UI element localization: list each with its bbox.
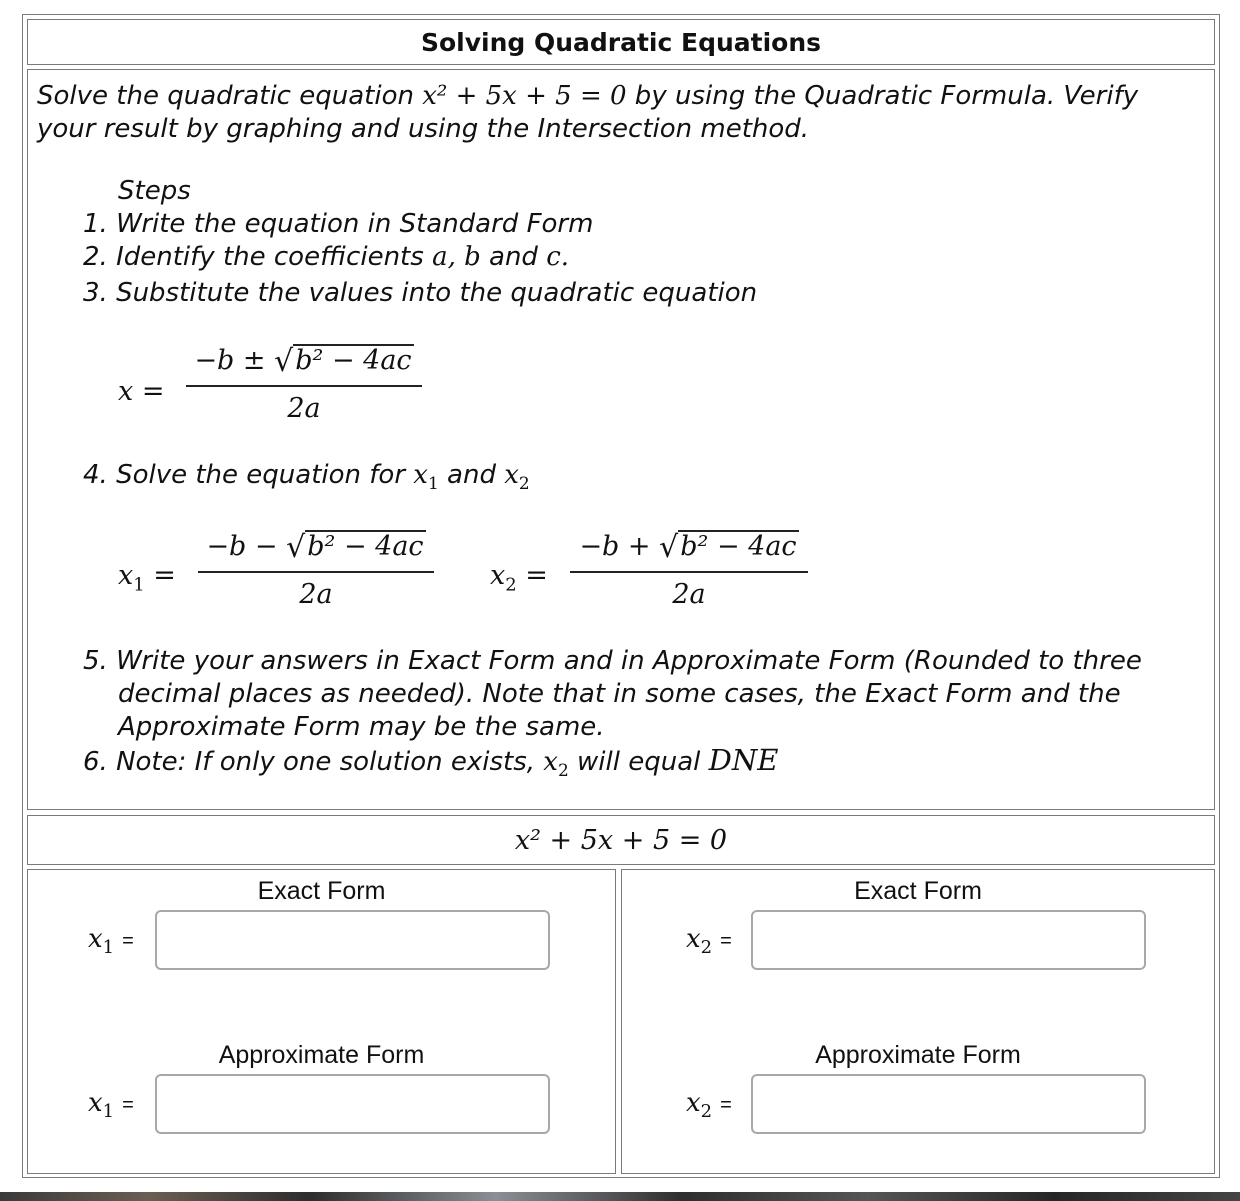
answer-equation-box [27,815,1215,865]
x2-sub: 2 [505,574,517,596]
left-approx-var [88,1088,134,1122]
x1-denominator: 2a [299,579,333,610]
prompt-text-before: Solve the quadratic equation [37,81,423,111]
x2-eq: = [525,560,548,591]
formula-x: x [118,376,134,407]
fraction-bar [186,385,422,387]
x1-label: x [118,560,134,591]
x1-exact-input[interactable] [155,910,550,970]
step-6-dne: DNE [708,743,779,777]
x2-denominator: 2a [672,579,706,610]
quadratic-formula-fraction [186,344,422,424]
step-4-x1: x [413,460,428,490]
x1-formula-label [118,560,176,595]
formula-denominator: 2a [287,393,321,424]
x1-fraction-bar [198,571,434,573]
x1-radicand: b² − 4ac [307,531,424,562]
right-approx-eq: = [720,1094,732,1116]
step-6-x2: x [543,747,558,777]
title-box [27,19,1215,65]
left-exact-eq: = [122,930,134,952]
steps-heading: Steps [118,176,191,206]
step-2-c: c. [546,242,570,272]
step-5: 5. Write your answers in Exact Form and in Approximate Form (Rounded to three decimal places as needed). Note that in some cases, the Exact Form and the Approximate Form may be the same. [83,646,1142,742]
problem-prompt [37,80,1197,146]
step-4-x2-sub: 2 [518,474,530,495]
sqrt-symbol: √b² − 4ac [274,344,412,379]
left-exact-form-label: Exact Form [257,877,386,905]
formula-eq: = [141,376,165,407]
x2-exact-input[interactable] [751,910,1146,970]
right-exact-sub: 2 [700,937,713,959]
step-3: 3. Substitute the values into the quadratic equation [83,278,758,308]
x2-fraction-bar [570,571,808,573]
step-4-x1-sub: 1 [427,474,439,495]
x2-approx-input[interactable] [751,1074,1146,1134]
left-approx-sub: 1 [102,1101,115,1123]
left-approx-x: x [88,1088,103,1118]
x1-numerator-minus: −b − [206,531,287,562]
step-4-and: and [438,460,505,490]
left-exact-var [88,924,134,958]
radicand: b² − 4ac [295,345,412,376]
right-approx-x: x [686,1088,701,1118]
step-6-mid: will equal [568,747,709,777]
step-6-prefix: 6. Note: If only one solution exists, [83,747,544,777]
left-approx-form-label: Approximate Form [218,1041,425,1069]
prompt-equation: x² + 5x + 5 = 0 [422,81,627,111]
x2-numerator [570,530,808,565]
x2-fraction [570,530,808,610]
x1-eq: = [153,560,176,591]
desktop-background-strip [0,1192,1240,1201]
x2-numerator-plus: −b + [579,531,660,562]
step-6-x2-sub: 2 [557,761,569,782]
x1-fraction [198,530,434,610]
x2-formula-label [490,560,548,595]
x2-sqrt-symbol: √b² − 4ac [659,530,797,565]
numerator-pm: −b ± [194,345,275,376]
step-4 [83,460,530,494]
step-2-vars: a, b [432,242,481,272]
step-4-prefix: 4. Solve the equation for [83,460,414,490]
prompt-text-after: by using the Quadratic Formula. Verify your result by graphing and using the Intersection method. [37,81,1139,144]
right-approx-form-label: Approximate Form [815,1041,1021,1069]
step-1: 1. Write the equation in Standard Form [83,209,594,239]
right-approx-var [686,1088,732,1122]
x1-sub: 1 [133,574,145,596]
right-approx-sub: 2 [700,1101,713,1123]
formula-x-label [118,376,164,407]
right-exact-eq: = [720,930,732,952]
x1-approx-input[interactable] [155,1074,550,1134]
x1-numerator [198,530,434,565]
left-exact-sub: 1 [102,937,115,959]
step-2-prefix: 2. Identify the coefficients [83,242,433,272]
step-4-x2: x [504,460,519,490]
step-2-and: and [480,242,547,272]
answer-equation: x² + 5x + 5 = 0 [514,825,728,856]
right-exact-var [686,924,732,958]
step-6 [83,743,778,781]
x2-radicand: b² − 4ac [680,531,797,562]
page-title: Solving Quadratic Equations [420,28,822,57]
x1-sqrt-symbol: √b² − 4ac [286,530,424,565]
x2-label: x [490,560,506,591]
left-approx-eq: = [122,1094,134,1116]
right-exact-x: x [686,924,701,954]
step-2 [83,242,569,272]
formula-numerator [186,344,422,379]
left-exact-x: x [88,924,103,954]
right-exact-form-label: Exact Form [854,877,982,905]
